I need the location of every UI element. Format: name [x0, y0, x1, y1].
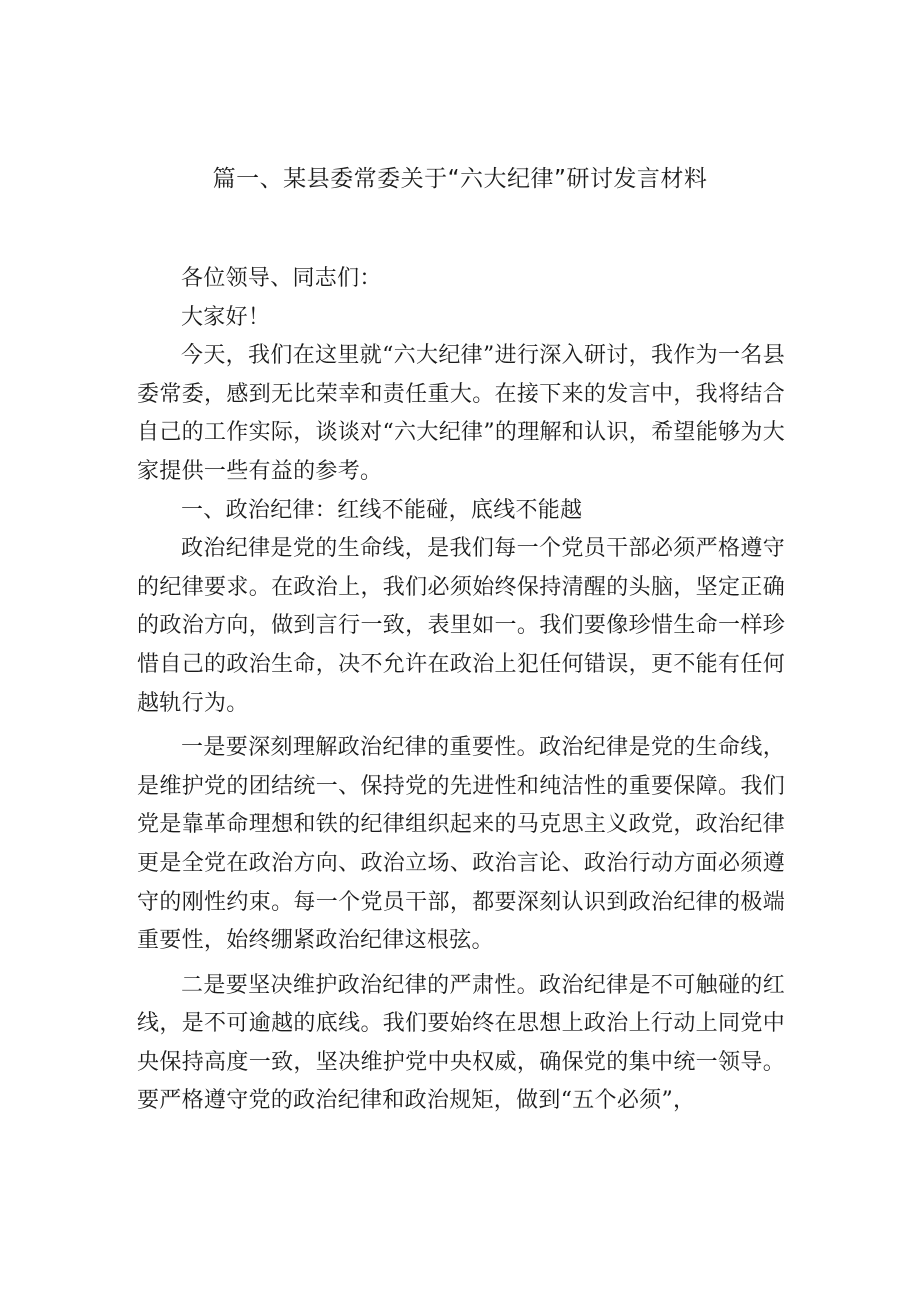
salutation: 各位领导、同志们：	[181, 266, 382, 291]
intro-paragraph: 今天，我们在这里就“六大纪律”进行深入研讨，我作为一名县委常委，感到无比荣幸和责任重大。在接下来的发言中，我将结合自己的工作实际，谈谈对“六大纪律”的理解和认识，希望能够为大家提供一些有益的参考。	[137, 343, 785, 484]
greeting: 大家好！	[181, 304, 271, 330]
body-paragraph: 一是要深刻理解政治纪律的重要性。政治纪律是党的生命线，是维护党的团结统一、保持党的先进性和纯洁性的重要保障。我们党是靠革命理想和铁的纪律组织起来的马克思主义政党，政治纪律更是全党在政治方向、政治立场、政治言论、政治行动方面必须遵守的刚性约束。每一个党员干部，都要深刻认识到政治纪律的极端重要性，始终绷紧政治纪律这根弦。	[137, 735, 785, 954]
document-title: 篇一、某县委常委关于“六大纪律”研讨发言材料	[212, 166, 708, 192]
body-paragraph: 政治纪律是党的生命线，是我们每一个党员干部必须严格遵守的纪律要求。在政治上，我们必须始终保持清醒的头脑，坚定正确的政治方向，做到言行一致，表里如一。我们要像珍惜生命一样珍惜自己的政治生命，决不允许在政治上犯任何错误，更不能有任何越轨行为。	[137, 536, 785, 716]
section-heading: 一、政治纪律：红线不能碰，底线不能越	[181, 497, 583, 523]
document-body	[137, 260, 785, 1121]
body-paragraph: 二是要坚决维护政治纪律的严肃性。政治纪律是不可触碰的红线，是不可逾越的底线。我们要始终在思想上政治上行动上同党中央保持高度一致，坚决维护党中央权威，确保党的集中统一领导。要严格遵守党的政治纪律和政治规矩，做到“五个必须”，	[137, 972, 785, 1114]
